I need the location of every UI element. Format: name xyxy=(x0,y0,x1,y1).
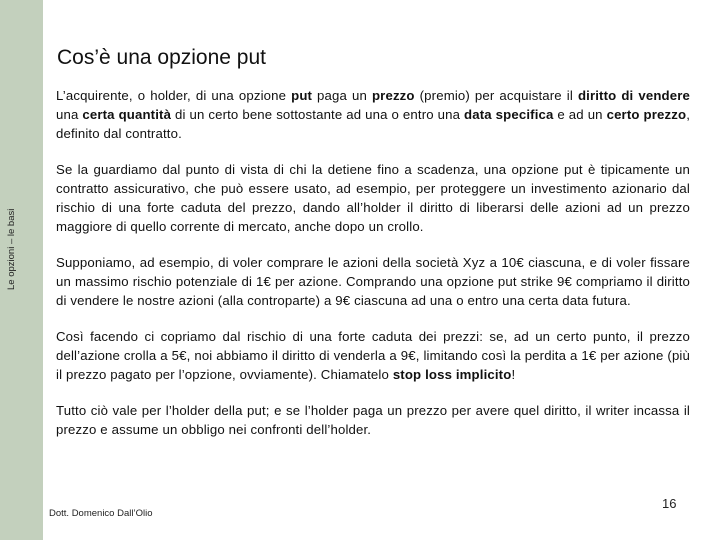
bold-run: certo prezzo xyxy=(606,107,687,122)
text-run: e ad un xyxy=(553,107,607,122)
paragraph-definition xyxy=(56,86,690,143)
bold-run: certa quantità xyxy=(82,107,172,122)
text-run: una xyxy=(56,107,83,122)
section-label: Le opzioni – le basi xyxy=(6,208,17,290)
bold-run: stop loss implicito xyxy=(392,367,512,382)
paragraph-example: Supponiamo, ad esempio, di voler comprare le azioni della società Xyz a 10€ ciascuna, e di voler fissare un massimo rischio potenziale di 1€ per azione. Comprando una opzione put strike 9€ compriamo il diritto di vendere le nostre azioni (alla controparte) a 9€ ciascuna ad una o entro una certa data futura. xyxy=(56,255,690,308)
text-run: ! xyxy=(511,367,516,382)
slide-content xyxy=(56,86,690,456)
text-run: (premio) per acquistare il xyxy=(414,88,578,103)
text-run: L’acquirente, o holder, di una opzione xyxy=(56,88,292,103)
paragraph-insurance: Se la guardiamo dal punto di vista di chi la detiene fino a scadenza, una opzione put è tipicamente un contratto assicurativo, che può essere usato, ad esempio, per proteggere un investimento azionario dal rischio di una forte caduta del prezzo, dando all’holder il diritto di liberarsi delle azioni ad un prezzo maggiore di quello corrente di mercato, anche dopo un crollo. xyxy=(56,162,690,234)
text-run: di un certo bene sottostante ad una o entro una xyxy=(171,107,465,122)
paragraph-writer: Tutto ciò vale per l’holder della put; e se l’holder paga un prezzo per avere quel diritto, il writer incassa il prezzo e assume un obbligo nei confronti dell’holder. xyxy=(56,403,690,437)
slide-title: Cos’è una opzione put xyxy=(57,46,266,69)
bold-run: prezzo xyxy=(371,88,415,103)
text-run: paga un xyxy=(312,88,372,103)
bold-run: diritto di vendere xyxy=(577,88,690,103)
page-number: 16 xyxy=(662,496,677,511)
paragraph-stop-loss xyxy=(56,327,690,384)
bold-run: put xyxy=(291,88,313,103)
text-run: Così facendo ci copriamo dal rischio di una forte caduta dei prezzi: se, ad un certo punto, il prezzo dell’azione crolla a 5€, noi abbiamo il diritto di venderla a 9€, limitando così la perdita a 1€ per azione (più il prezzo pagato per l’opzione, ovviamente). Chiamatelo xyxy=(56,329,690,382)
side-bar xyxy=(0,0,43,540)
text-run: , definito dal contratto. xyxy=(56,107,691,141)
footer-author: Dott. Domenico Dall’Olio xyxy=(49,508,153,519)
bold-run: data specifica xyxy=(464,107,554,122)
